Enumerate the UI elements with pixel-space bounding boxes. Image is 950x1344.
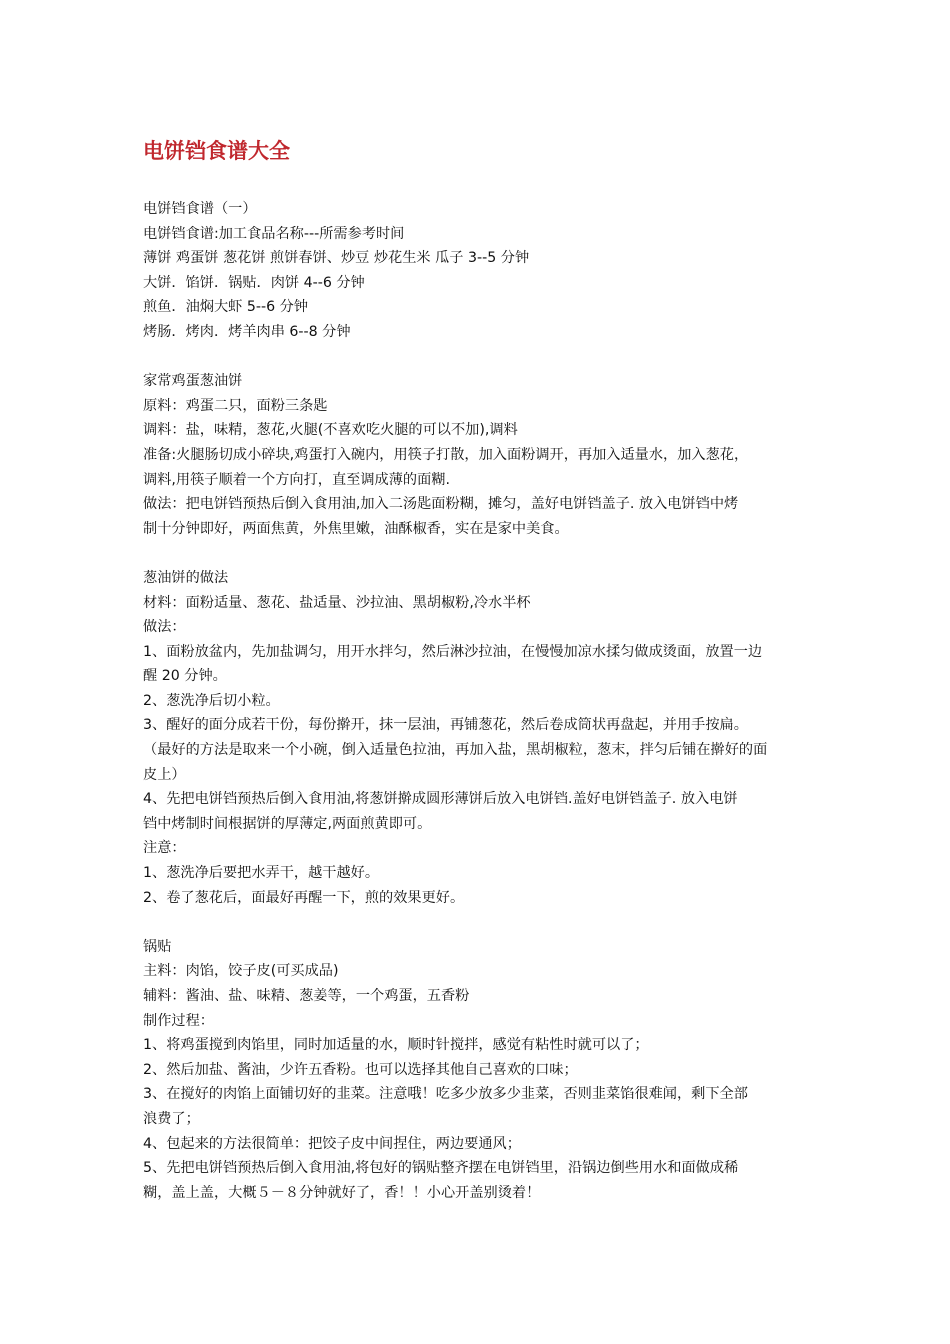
text-line: 制作过程： (143, 1012, 214, 1029)
text-line: 糊，盖上盖，大概５－８分钟就好了，香！！小心开盖别烫着！ (143, 1184, 541, 1201)
text-line: 3、在搅好的肉馅上面铺切好的韭菜。注意哦！吃多少放多少韭菜，否则韭菜馅很难闻，剩下全部 (143, 1086, 748, 1103)
section-heading: 锅贴 (143, 938, 172, 955)
text-line: 3、醒好的面分成若干份，每份擀开，抹一层油，再铺葱花，然后卷成筒状再盘起，并用手按扁。 (143, 717, 748, 734)
section-heading: 家常鸡蛋葱油饼 (143, 373, 243, 390)
recipe-section (143, 566, 813, 910)
recipe-section (143, 369, 813, 541)
text-line: 2、葱洗净后切小粒。 (143, 692, 280, 709)
document-title: 电饼铛食谱大全 (143, 139, 290, 163)
text-line: 做法：把电饼铛预热后倒入食用油,加入二汤匙面粉糊，摊匀，盖好电饼铛盖子. 放入电饼铛中烤 (143, 496, 739, 513)
text-line: 1、葱洗净后要把水弄干，越干越好。 (143, 865, 380, 882)
text-line: 4、先把电饼铛预热后倒入食用油,将葱饼擀成圆形薄饼后放入电饼铛.盖好电饼铛盖子. 放入电饼 (143, 791, 738, 808)
text-line: 铛中烤制时间根据饼的厚薄定,两面煎黄即可。 (143, 815, 432, 832)
text-line: 准备:火腿肠切成小碎块,鸡蛋打入碗内，用筷子打散，加入面粉调开，再加入适量水，加入葱花， (143, 446, 749, 463)
text-line: 辅料：酱油、盐、味精、葱姜等，一个鸡蛋，五香粉 (143, 988, 470, 1004)
text-line: 1、将鸡蛋搅到肉馅里，同时加适量的水，顺时针搅拌，感觉有粘性时就可以了； (143, 1037, 649, 1054)
section-heading: 电饼铛食谱（一） (143, 201, 257, 217)
text-line: 材料：面粉适量、葱花、盐适量、沙拉油、黑胡椒粉,冷水半杯 (143, 594, 531, 611)
text-line: 醒 20 分钟。 (143, 668, 227, 685)
text-line: 制十分钟即好，两面焦黄，外焦里嫩，油酥椒香，实在是家中美食。 (143, 520, 569, 537)
text-line: 薄饼 鸡蛋饼 葱花饼 煎饼春饼、炒豆 炒花生米 瓜子 3--5 分钟 (143, 250, 530, 267)
recipe-section (143, 197, 813, 345)
text-line: 2、卷了葱花后，面最好再醒一下，煎的效果更好。 (143, 889, 465, 906)
text-line: 5、先把电饼铛预热后倒入食用油,将包好的锅贴整齐摆在电饼铛里，沿锅边倒些用水和面做成稀 (143, 1160, 739, 1177)
text-line: 注意： (143, 840, 186, 857)
text-line: 浪费了； (143, 1110, 200, 1127)
text-line: 调料,用筷子顺着一个方向打，直至调成薄的面糊. (143, 471, 450, 488)
section-heading: 葱油饼的做法 (143, 569, 229, 586)
text-line: 电饼铛食谱:加工食品名称---所需参考时间 (143, 225, 405, 242)
text-line: 调料：盐，味精，葱花,火腿(不喜欢吃火腿的可以不加),调料 (143, 422, 518, 439)
section-gap (143, 345, 813, 370)
recipe-section (143, 935, 813, 1206)
text-line: 主料：肉馅，饺子皮(可买成品) (143, 963, 339, 980)
section-gap (143, 910, 813, 935)
text-line: 1、面粉放盆内，先加盐调匀，用开水拌匀，然后淋沙拉油，在慢慢加凉水揉匀做成烫面，放置一边 (143, 643, 763, 660)
text-line: 烤肠．烤肉．烤羊肉串 6--8 分钟 (143, 323, 351, 340)
document-body (143, 197, 813, 1205)
section-gap (143, 541, 813, 566)
text-line: 皮上） (143, 766, 186, 783)
text-line: 原料：鸡蛋二只，面粉三条匙 (143, 397, 328, 414)
text-line: 大饼．馅饼．锅贴．肉饼 4--6 分钟 (143, 274, 365, 291)
text-line: 2、然后加盐、酱油，少许五香粉。也可以选择其他自己喜欢的口味； (143, 1061, 578, 1078)
text-line: （最好的方法是取来一个小碗，倒入适量色拉油，再加入盐，黑胡椒粒，葱末，拌匀后铺在擀好的面 (143, 742, 768, 759)
text-line: 4、包起来的方法很简单：把饺子皮中间捏住，两边要通风； (143, 1135, 521, 1152)
text-line: 煎鱼．油焖大虾 5--6 分钟 (143, 299, 308, 316)
text-line: 做法： (143, 619, 186, 636)
